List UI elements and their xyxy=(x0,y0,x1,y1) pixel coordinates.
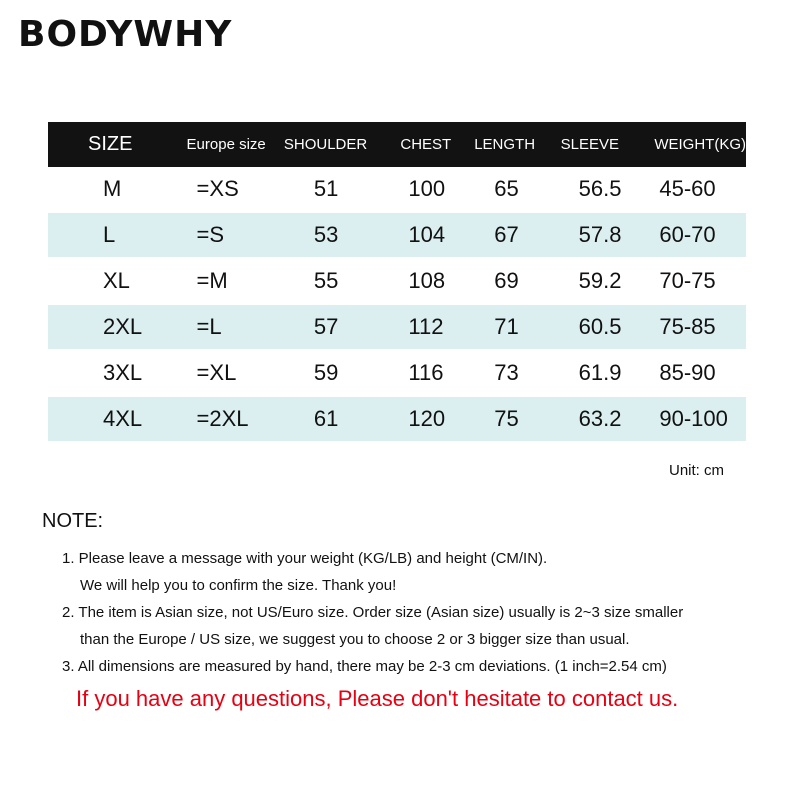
cell-size: 2XL xyxy=(48,304,187,350)
header-europe-size: Europe size xyxy=(187,122,284,167)
cell-chest: 108 xyxy=(408,268,446,293)
contact-message: If you have any questions, Please don't hesitate to contact us. xyxy=(76,686,679,711)
cell-length: 67 xyxy=(474,212,560,258)
table-row xyxy=(48,350,746,396)
header-size: SIZE xyxy=(48,122,187,167)
cell-sleeve: 63.2 xyxy=(561,396,655,442)
header-sleeve: SLEEVE xyxy=(561,122,655,167)
cell-shoulder: 55 xyxy=(313,268,339,293)
table-row xyxy=(48,304,746,350)
cell-weight: 70-75 xyxy=(659,268,716,293)
size-chart-table xyxy=(48,122,746,443)
cell-chest: 104 xyxy=(400,212,474,258)
cell-chest: 100 xyxy=(408,176,446,201)
header-length: LENGTH xyxy=(474,122,560,167)
table-header-row xyxy=(48,122,746,167)
note-item-continued: than the Europe / US size, we suggest you to choose 2 or 3 bigger size than usual. xyxy=(80,631,630,648)
cell-length: 73 xyxy=(494,360,519,385)
cell-chest: 112 xyxy=(400,304,474,350)
note-item: 3. All dimensions are measured by hand, there may be 2-3 cm deviations. (1 inch=2.54 cm) xyxy=(62,658,667,675)
cell-europe-size: =M xyxy=(196,268,228,293)
cell-shoulder: 61 xyxy=(284,396,400,442)
header-weight: WEIGHT(KG) xyxy=(654,122,746,167)
cell-shoulder: 57 xyxy=(284,304,400,350)
table-row xyxy=(48,212,746,258)
cell-weight: 75-85 xyxy=(654,304,746,350)
cell-length: 75 xyxy=(474,396,560,442)
cell-length: 65 xyxy=(494,176,519,201)
cell-shoulder: 51 xyxy=(313,176,339,201)
cell-size: XL xyxy=(103,268,130,293)
cell-europe-size: =S xyxy=(187,212,284,258)
cell-sleeve: 61.9 xyxy=(578,360,622,385)
note-item: 2. The item is Asian size, not US/Euro size. Order size (Asian size) usually is 2~3 size smaller xyxy=(62,604,684,621)
table-row xyxy=(48,167,746,212)
cell-weight: 85-90 xyxy=(659,360,716,385)
cell-europe-size: =L xyxy=(187,304,284,350)
cell-size: 3XL xyxy=(103,360,143,385)
cell-weight: 90-100 xyxy=(654,396,746,442)
cell-shoulder: 53 xyxy=(284,212,400,258)
cell-chest: 116 xyxy=(408,360,444,385)
cell-europe-size: =XL xyxy=(196,360,237,385)
cell-length: 69 xyxy=(494,268,519,293)
header-shoulder: SHOULDER xyxy=(284,122,400,167)
cell-europe-size: =2XL xyxy=(187,396,284,442)
cell-length: 71 xyxy=(474,304,560,350)
cell-weight: 45-60 xyxy=(659,176,716,201)
brand-logo: BODYWHY xyxy=(18,14,233,55)
cell-sleeve: 57.8 xyxy=(561,212,655,258)
cell-shoulder: 59 xyxy=(313,360,339,385)
table-row xyxy=(48,258,746,304)
table-row xyxy=(48,396,746,442)
cell-weight: 60-70 xyxy=(654,212,746,258)
cell-sleeve: 60.5 xyxy=(561,304,655,350)
cell-sleeve: 56.5 xyxy=(578,176,622,201)
note-item: 1. Please leave a message with your weight (KG/LB) and height (CM/IN). xyxy=(62,550,548,567)
cell-chest: 120 xyxy=(400,396,474,442)
cell-size: M xyxy=(103,176,122,201)
cell-sleeve: 59.2 xyxy=(578,268,622,293)
note-title: NOTE: xyxy=(42,510,104,532)
header-chest: CHEST xyxy=(400,122,474,167)
note-item-continued: We will help you to confirm the size. Thank you! xyxy=(80,577,397,594)
cell-size: 4XL xyxy=(48,396,187,442)
unit-label: Unit: cm xyxy=(668,462,724,479)
notes-list xyxy=(62,545,683,680)
cell-size: L xyxy=(48,212,187,258)
cell-europe-size: =XS xyxy=(196,176,239,201)
